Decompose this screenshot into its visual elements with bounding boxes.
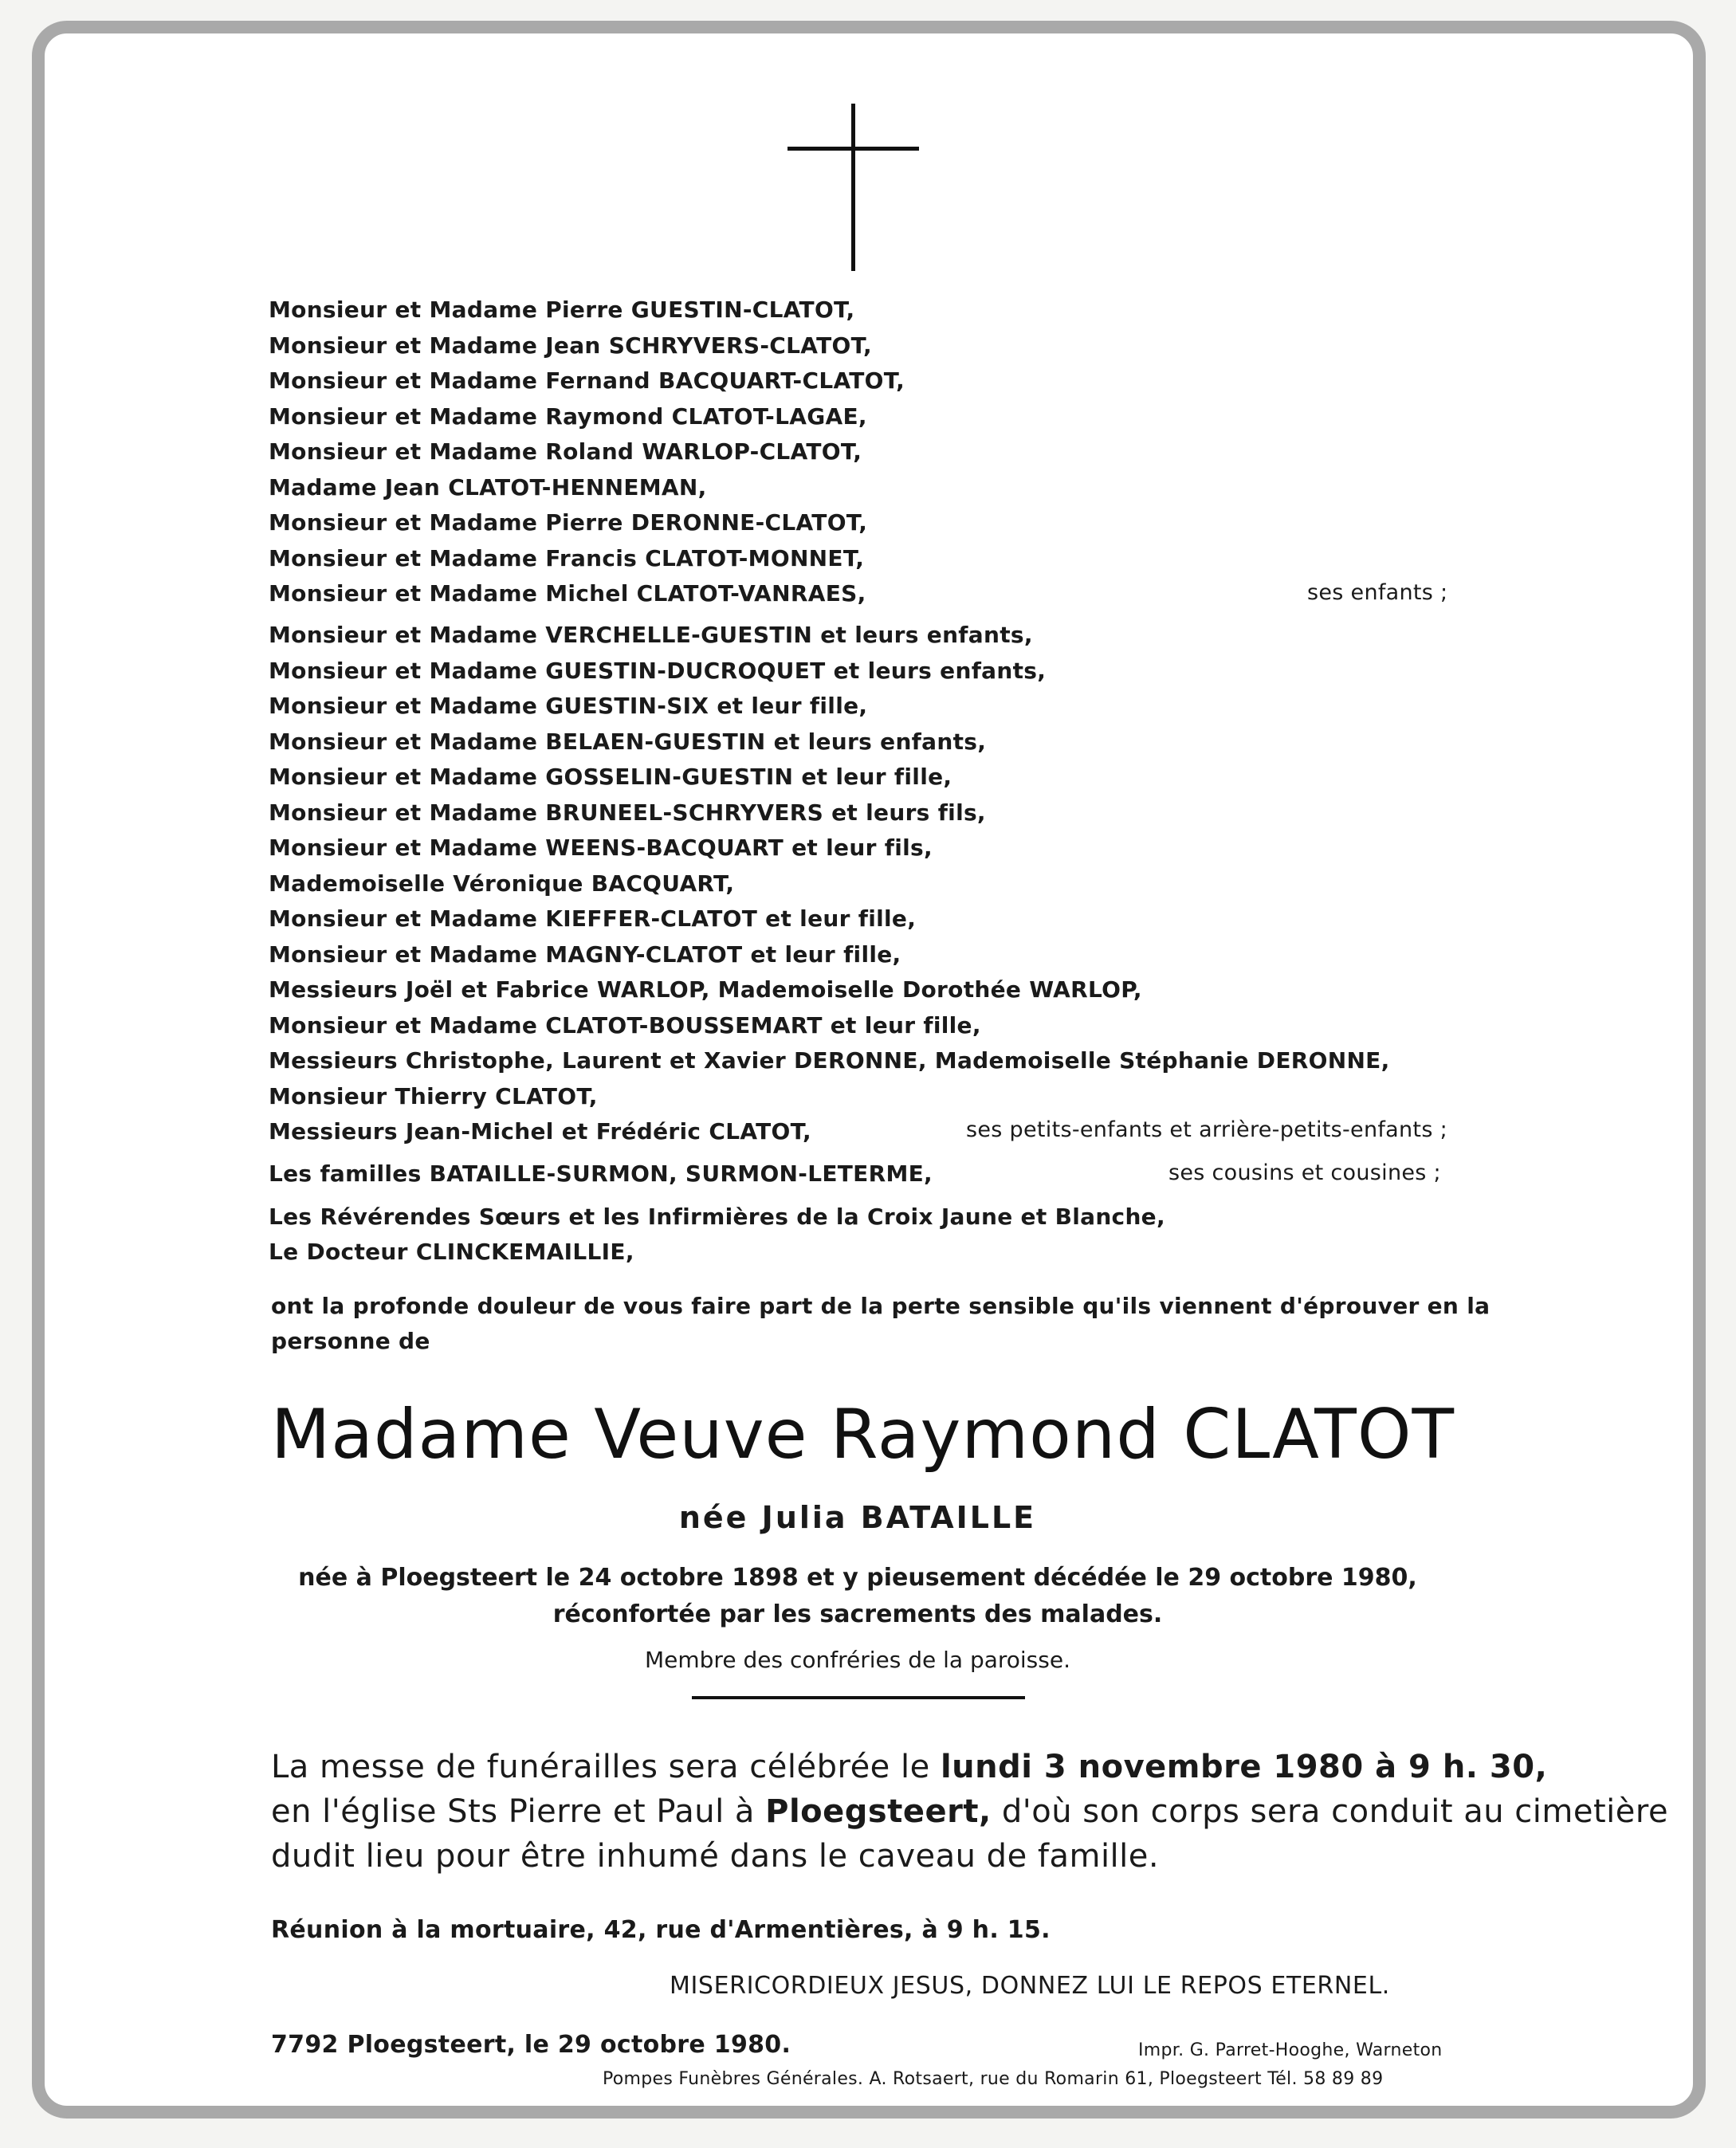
funeral-date: lundi 3 novembre 1980 à 9 h. 30,	[940, 1749, 1548, 1785]
grandchild-line: Monsieur et Madame WEENS-BACQUART et leur fils,	[269, 834, 933, 861]
deceased-dates: née à Ploegsteert le 24 octobre 1898 et y pieusement décédée le 29 octobre 1980,	[298, 1564, 1417, 1592]
child-line: Monsieur et Madame Fernand BACQUART-CLATOT,	[269, 367, 905, 394]
grandchild-line: Monsieur et Madame GUESTIN-DUCROQUET et leurs enfants,	[269, 657, 1047, 684]
deceased-sacraments: réconfortée par les sacrements des malades.	[552, 1600, 1163, 1628]
announcement-line-1: ont la profonde douleur de vous faire part de la perte sensible qu'ils viennent d'éprouver en la	[271, 1293, 1491, 1319]
footer-printer: Impr. G. Parret-Hooghe, Warneton	[1138, 2040, 1443, 2060]
grandchildren-note: ses petits-enfants et arrière-petits-enfants ;	[966, 1117, 1447, 1142]
child-line: Monsieur et Madame Pierre GUESTIN-CLATOT,	[269, 296, 855, 323]
grandchild-line: Monsieur et Madame GUESTIN-SIX et leur fille,	[269, 693, 868, 719]
funeral-place: Ploegsteert,	[765, 1793, 992, 1830]
funeral-line-1	[271, 1749, 1547, 1785]
grandchild-line: Monsieur et Madame BELAEN-GUESTIN et leurs enfants,	[269, 728, 987, 755]
deceased-nee: née Julia BATAILLE	[678, 1500, 1037, 1535]
cross-icon	[851, 104, 855, 271]
divider	[692, 1696, 1025, 1699]
grandchild-line: Messieurs Jean-Michel et Frédéric CLATOT,	[269, 1118, 811, 1145]
funeral-line-3: dudit lieu pour être inhumé dans le caveau de famille.	[271, 1838, 1160, 1875]
grandchild-line: Messieurs Christophe, Laurent et Xavier DERONNE, Mademoiselle Stéphanie DERONNE,	[269, 1047, 1390, 1074]
child-line: Monsieur et Madame Raymond CLATOT-LAGAE,	[269, 403, 867, 430]
cross-icon-bar	[787, 147, 919, 151]
deceased-membership: Membre des confréries de la paroisse.	[645, 1647, 1070, 1673]
funeral-line-2-text-a: en l'église Sts Pierre et Paul à	[271, 1793, 766, 1830]
funeral-line-2	[271, 1793, 1668, 1830]
grandchild-line: Messieurs Joël et Fabrice WARLOP, Mademoiselle Dorothée WARLOP,	[269, 976, 1142, 1003]
deceased-name: Madame Veuve Raymond CLATOT	[271, 1395, 1455, 1475]
grandchild-line: Monsieur et Madame BRUNEEL-SCHRYVERS et leurs fils,	[269, 799, 986, 826]
grandchild-line: Mademoiselle Véronique BACQUART,	[269, 870, 735, 897]
cousins-note: ses cousins et cousines ;	[1168, 1160, 1441, 1185]
child-line: Monsieur et Madame Roland WARLOP-CLATOT,	[269, 438, 862, 465]
child-line: Monsieur et Madame Jean SCHRYVERS-CLATOT,	[269, 332, 872, 359]
others-line-2: Le Docteur CLINCKEMAILLIE,	[269, 1239, 634, 1265]
child-line: Madame Jean CLATOT-HENNEMAN,	[269, 473, 707, 501]
grandchild-line: Monsieur et Madame MAGNY-CLATOT et leur fille,	[269, 940, 901, 968]
footer-undertaker: Pompes Funèbres Générales. A. Rotsaert, rue du Romarin 61, Ploegsteert Tél. 58 89 89	[603, 2069, 1384, 2089]
child-line: Monsieur et Madame Pierre DERONNE-CLATOT,	[269, 509, 868, 536]
child-line: Monsieur et Madame Michel CLATOT-VANRAES,	[269, 580, 866, 607]
others-line-1: Les Révérendes Sœurs et les Infirmières de la Croix Jaune et Blanche,	[269, 1204, 1165, 1230]
grandchild-line: Monsieur et Madame GOSSELIN-GUESTIN et leur fille,	[269, 764, 952, 790]
cousins-line: Les familles BATAILLE-SURMON, SURMON-LETERME,	[269, 1160, 933, 1187]
funeral-line-2-text-b: d'où son corps sera conduit au cimetière	[991, 1793, 1669, 1830]
funeral-line-1-text: La messe de funérailles sera célébrée le	[271, 1749, 941, 1785]
child-line: Monsieur et Madame Francis CLATOT-MONNET,	[269, 544, 865, 571]
grandchild-line: Monsieur et Madame CLATOT-BOUSSEMART et leur fille,	[269, 1011, 981, 1039]
grandchild-line: Monsieur Thierry CLATOT,	[269, 1082, 598, 1109]
prayer: MISERICORDIEUX JESUS, DONNEZ LUI LE REPOS ETERNEL.	[670, 1972, 1390, 2000]
children-note: ses enfants ;	[1307, 580, 1448, 605]
grandchild-line: Monsieur et Madame VERCHELLE-GUESTIN et leurs enfants,	[269, 622, 1033, 648]
footer-place-date: 7792 Ploegsteert, le 29 octobre 1980.	[271, 2031, 791, 2059]
meeting-info: Réunion à la mortuaire, 42, rue d'Armentières, à 9 h. 15.	[271, 1916, 1051, 1944]
grandchild-line: Monsieur et Madame KIEFFER-CLATOT et leur fille,	[269, 905, 917, 932]
announcement-line-2: personne de	[271, 1328, 430, 1354]
